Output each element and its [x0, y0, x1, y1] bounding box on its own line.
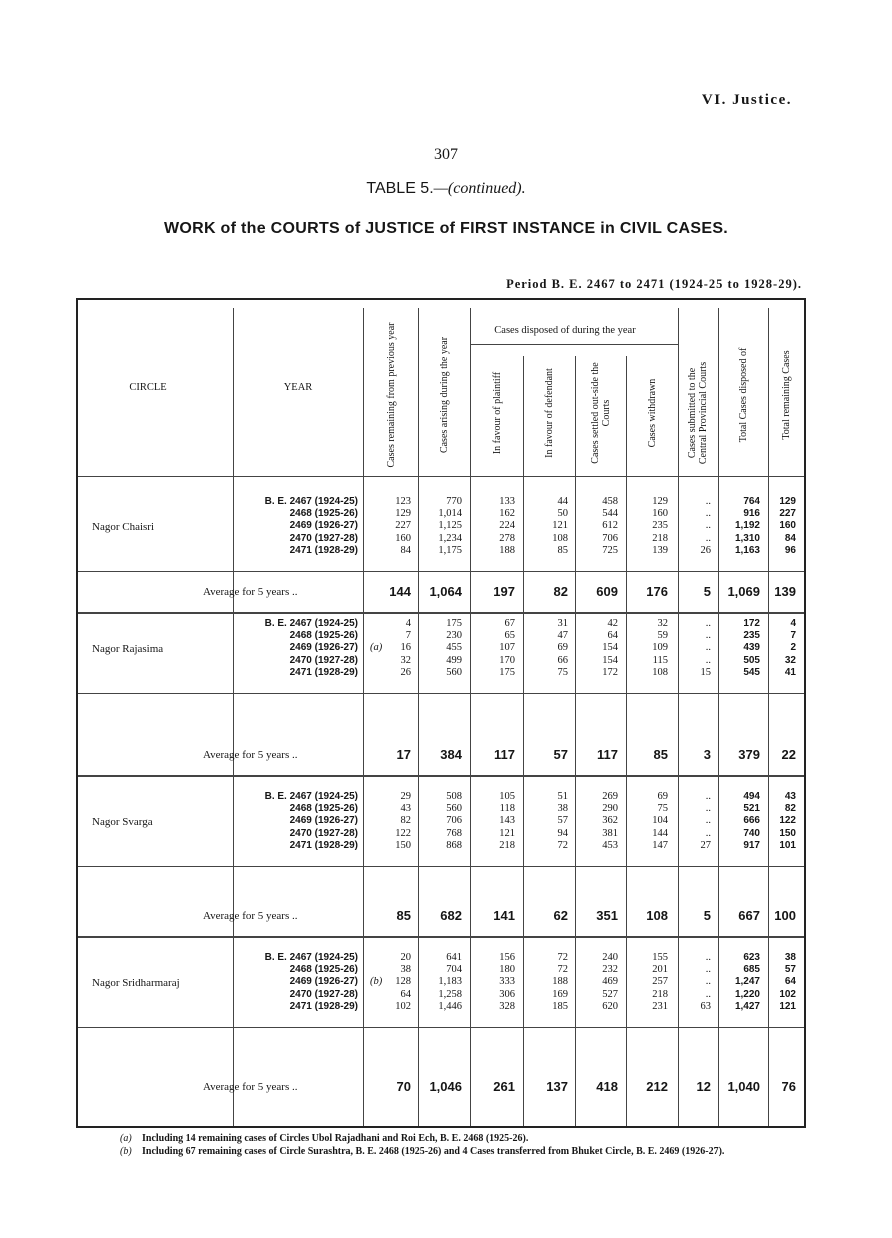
data-cell: 1,183: [438, 976, 462, 988]
data-cell: 75: [557, 666, 568, 678]
footnote-a-text: Including 14 remaining cases of Circles Ubol Rajadhani and Roi Ech, B. E. 2468 (1925-26).: [142, 1133, 529, 1144]
data-cell: 7: [405, 630, 411, 642]
average-cell: 17: [396, 747, 411, 762]
data-cell: 612: [602, 520, 618, 532]
data-cell: 224: [499, 520, 515, 532]
data-cell: 105: [499, 791, 515, 802]
data-cell: 32: [400, 654, 411, 666]
data-cell: 175: [446, 618, 462, 629]
data-cell: 1,163: [734, 544, 760, 556]
data-cell: 1,192: [734, 520, 760, 532]
data-cell: 641: [446, 952, 462, 963]
section-rule: [78, 775, 804, 777]
data-cell: ..: [705, 827, 711, 839]
data-cell: 66: [557, 654, 568, 666]
data-cell: 31: [557, 618, 568, 629]
data-cell: 129: [652, 496, 668, 507]
data-cell: 72: [557, 952, 568, 963]
year-label: B. E. 2467 (1924-25): [264, 791, 358, 802]
average-cell: 85: [396, 908, 411, 923]
data-cell: 129: [779, 496, 796, 507]
data-cell: 82: [784, 803, 796, 815]
data-cell: 232: [602, 964, 618, 976]
data-cell: 1,175: [438, 544, 462, 556]
data-cell: 453: [602, 839, 618, 851]
average-cell: 351: [596, 908, 618, 923]
data-cell: 706: [446, 815, 462, 827]
data-cell: 75: [657, 803, 668, 815]
data-cell: 64: [784, 976, 796, 988]
table-label: TABLE 5.: [366, 180, 434, 197]
data-cell: 107: [499, 642, 515, 654]
data-cell: 160: [395, 532, 411, 544]
data-cell: 156: [499, 952, 515, 963]
header-rule: [78, 476, 804, 477]
data-cell: 101: [779, 839, 796, 851]
footnote-b: [120, 1146, 800, 1158]
footnote-a-mark: (a): [120, 1133, 132, 1144]
data-cell: 41: [784, 666, 796, 678]
year-label: 2469 (1926-27): [289, 976, 358, 988]
average-cell: 82: [553, 584, 568, 599]
data-cell: ..: [705, 791, 711, 802]
average-cell: 70: [396, 1079, 411, 1094]
data-cell: ..: [705, 642, 711, 654]
data-cell: 154: [602, 642, 618, 654]
data-cell: 38: [784, 952, 796, 963]
year-label: 2468 (1925-26): [289, 508, 358, 520]
average-label: Average for 5 years ..: [203, 910, 298, 922]
data-cell: 725: [602, 544, 618, 556]
average-label: Average for 5 years ..: [203, 749, 298, 761]
data-cell: 69: [557, 642, 568, 654]
note-mark: (a): [370, 642, 383, 653]
data-cell: 26: [700, 544, 711, 556]
data-cell: 154: [602, 654, 618, 666]
data-cell: 1,258: [438, 988, 462, 1000]
data-cell: 666: [743, 815, 760, 827]
data-cell: 381: [602, 827, 618, 839]
col-total-remaining: Total remaining Cases: [780, 350, 792, 440]
average-cell: 682: [440, 908, 462, 923]
column-divider: [718, 308, 719, 1126]
data-cell: 108: [552, 532, 568, 544]
footnote-b-mark: (b): [120, 1146, 132, 1157]
data-cell: 44: [557, 496, 568, 507]
section-rule: [78, 936, 804, 938]
data-cell: 544: [602, 508, 618, 520]
year-label: 2468 (1925-26): [289, 964, 358, 976]
data-cell: 362: [602, 815, 618, 827]
data-cell: ..: [705, 803, 711, 815]
data-cell: 218: [652, 532, 668, 544]
data-cell: 620: [602, 1000, 618, 1012]
data-cell: 306: [499, 988, 515, 1000]
circle-name: Nagor Svarga: [92, 816, 153, 828]
data-cell: 59: [657, 630, 668, 642]
average-cell: 22: [781, 747, 796, 762]
data-cell: 439: [743, 642, 760, 654]
column-divider: [470, 308, 471, 1126]
data-cell: 32: [657, 618, 668, 629]
average-cell: 144: [389, 584, 411, 599]
table-suffix: —(continued).: [433, 180, 526, 197]
average-cell: 212: [646, 1079, 668, 1094]
data-cell: 84: [400, 544, 411, 556]
average-cell: 379: [738, 747, 760, 762]
data-cell: 868: [446, 839, 462, 851]
group-rule: [78, 866, 804, 867]
data-cell: 706: [602, 532, 618, 544]
data-cell: 47: [557, 630, 568, 642]
average-cell: 1,069: [727, 584, 760, 599]
average-cell: 117: [494, 747, 515, 762]
data-cell: 188: [552, 976, 568, 988]
data-cell: ..: [705, 508, 711, 520]
data-cell: 1,125: [438, 520, 462, 532]
average-cell: 62: [553, 908, 568, 923]
average-cell: 5: [703, 584, 711, 599]
average-cell: 418: [596, 1079, 618, 1094]
data-cell: 43: [784, 791, 796, 802]
data-cell: 560: [446, 803, 462, 815]
year-label: B. E. 2467 (1924-25): [264, 618, 358, 629]
data-cell: 1,014: [438, 508, 462, 520]
data-cell: 108: [652, 666, 668, 678]
data-cell: 102: [395, 1000, 411, 1012]
data-cell: 38: [557, 803, 568, 815]
year-label: 2469 (1926-27): [289, 520, 358, 532]
data-cell: 65: [504, 630, 515, 642]
data-cell: 29: [400, 791, 411, 802]
year-label: B. E. 2467 (1924-25): [264, 496, 358, 507]
col-submitted: Cases submitted to the Central Provincial Courts: [687, 361, 709, 465]
data-cell: ..: [705, 618, 711, 629]
data-cell: 1,234: [438, 532, 462, 544]
col-withdrawn: Cases withdrawn: [646, 378, 658, 448]
data-cell: 230: [446, 630, 462, 642]
data-cell: 458: [602, 496, 618, 507]
data-cell: 227: [779, 508, 796, 520]
col-remaining: Cases remaining from previous year: [385, 322, 396, 468]
data-cell: 560: [446, 666, 462, 678]
data-cell: 180: [499, 964, 515, 976]
data-cell: 102: [779, 988, 796, 1000]
data-cell: 764: [743, 496, 760, 507]
data-cell: 115: [652, 654, 668, 666]
data-cell: 72: [557, 839, 568, 851]
year-label: 2471 (1928-29): [289, 1000, 358, 1012]
data-cell: 469: [602, 976, 618, 988]
column-divider: [575, 356, 576, 1126]
data-cell: 172: [743, 618, 760, 629]
data-cell: 235: [743, 630, 760, 642]
data-cell: 133: [499, 496, 515, 507]
year-label: 2470 (1927-28): [289, 532, 358, 544]
data-cell: 43: [400, 803, 411, 815]
data-cell: 50: [557, 508, 568, 520]
data-cell: 121: [552, 520, 568, 532]
data-cell: 104: [652, 815, 668, 827]
col-arising: Cases arising during the year: [438, 336, 450, 454]
data-cell: 160: [652, 508, 668, 520]
data-cell: 63: [700, 1000, 711, 1012]
data-cell: 32: [784, 654, 796, 666]
average-cell: 384: [440, 747, 462, 762]
table-title: [0, 180, 892, 198]
data-cell: 94: [557, 827, 568, 839]
group-rule: [78, 571, 804, 572]
average-cell: 108: [646, 908, 668, 923]
column-divider: [768, 308, 769, 1126]
data-cell: 20: [400, 952, 411, 963]
average-cell: 1,040: [727, 1079, 760, 1094]
data-cell: 96: [784, 544, 796, 556]
data-cell: 128: [395, 976, 411, 988]
year-label: 2470 (1927-28): [289, 827, 358, 839]
average-cell: 76: [781, 1079, 796, 1094]
data-cell: 122: [395, 827, 411, 839]
data-cell: 64: [607, 630, 618, 642]
data-cell: 64: [400, 988, 411, 1000]
section-rule: [78, 612, 804, 614]
data-cell: 16: [400, 642, 411, 654]
data-cell: 82: [400, 815, 411, 827]
year-label: 2471 (1928-29): [289, 544, 358, 556]
data-cell: ..: [705, 496, 711, 507]
data-cell: 150: [779, 827, 796, 839]
data-cell: 1,427: [734, 1000, 760, 1012]
data-cell: ..: [705, 630, 711, 642]
note-mark: (b): [370, 976, 383, 987]
data-cell: 143: [499, 815, 515, 827]
data-cell: ..: [705, 964, 711, 976]
data-cell: ..: [705, 952, 711, 963]
data-cell: 162: [499, 508, 515, 520]
average-cell: 141: [493, 908, 515, 923]
data-cell: ..: [705, 520, 711, 532]
data-cell: 455: [446, 642, 462, 654]
data-cell: 57: [784, 964, 796, 976]
circle-name: Nagor Rajasima: [92, 643, 164, 655]
data-cell: 545: [743, 666, 760, 678]
data-cell: 1,446: [438, 1000, 462, 1012]
data-cell: ..: [705, 988, 711, 1000]
year-label: 2469 (1926-27): [289, 642, 358, 654]
average-cell: 667: [738, 908, 760, 923]
average-cell: 261: [493, 1079, 515, 1094]
data-cell: 118: [499, 803, 515, 815]
data-cell: 916: [743, 508, 760, 520]
data-cell: ..: [705, 976, 711, 988]
data-cell: 67: [504, 618, 515, 629]
data-cell: 150: [395, 839, 411, 851]
year-label: 2471 (1928-29): [289, 839, 358, 851]
data-cell: 768: [446, 827, 462, 839]
average-cell: 100: [774, 908, 796, 923]
data-cell: 85: [557, 544, 568, 556]
col-total-disposed: Total Cases disposed of: [737, 347, 749, 443]
data-cell: 278: [499, 532, 515, 544]
year-label: 2468 (1925-26): [289, 630, 358, 642]
average-cell: 1,046: [429, 1079, 462, 1094]
average-cell: 5: [703, 908, 711, 923]
data-cell: 269: [602, 791, 618, 802]
main-title: WORK of the COURTS of JUSTICE of FIRST INSTANCE in CIVIL CASES.: [163, 220, 729, 237]
data-cell: ..: [705, 815, 711, 827]
column-divider: [233, 308, 234, 1126]
data-cell: ..: [705, 532, 711, 544]
data-cell: 51: [557, 791, 568, 802]
column-divider: [363, 308, 364, 1126]
data-cell: 188: [499, 544, 515, 556]
data-cell: 1,247: [734, 976, 760, 988]
col-circle: CIRCLE: [129, 382, 167, 393]
data-cell: 770: [446, 496, 462, 507]
col-defendant: In favour of defendant: [543, 368, 555, 458]
data-cell: 257: [652, 976, 668, 988]
average-label: Average for 5 years ..: [203, 586, 298, 598]
data-cell: 109: [652, 642, 668, 654]
col-disposed-group: Cases disposed of during the year: [494, 325, 636, 336]
average-cell: 3: [703, 747, 711, 762]
year-label: 2471 (1928-29): [289, 666, 358, 678]
data-cell: 508: [446, 791, 462, 802]
data-cell: 27: [700, 839, 711, 851]
group-rule: [78, 693, 804, 694]
data-cell: 623: [743, 952, 760, 963]
data-cell: 328: [499, 1000, 515, 1012]
data-cell: 499: [446, 654, 462, 666]
year-label: 2470 (1927-28): [289, 988, 358, 1000]
col-year: YEAR: [283, 382, 313, 393]
average-cell: 57: [553, 747, 568, 762]
data-cell: 917: [743, 839, 760, 851]
data-cell: 123: [395, 496, 411, 507]
data-cell: 494: [743, 791, 760, 802]
year-label: 2470 (1927-28): [289, 654, 358, 666]
page-number: 307: [434, 146, 458, 163]
data-cell: 144: [652, 827, 668, 839]
data-cell: 4: [405, 618, 411, 629]
year-label: 2469 (1926-27): [289, 815, 358, 827]
data-cell: 333: [499, 976, 515, 988]
average-label: Average for 5 years ..: [203, 1081, 298, 1093]
data-cell: 235: [652, 520, 668, 532]
data-cell: 2: [790, 642, 796, 654]
data-cell: 704: [446, 964, 462, 976]
column-divider: [418, 308, 419, 1126]
data-cell: ..: [705, 654, 711, 666]
data-cell: 170: [499, 654, 515, 666]
data-cell: 69: [657, 791, 668, 802]
data-cell: 231: [652, 1000, 668, 1012]
data-cell: 521: [743, 803, 760, 815]
section-header: VI. Justice.: [701, 92, 792, 108]
average-cell: 609: [596, 584, 618, 599]
data-cell: 290: [602, 803, 618, 815]
data-cell: 1,310: [734, 532, 760, 544]
average-cell: 117: [597, 747, 618, 762]
column-divider: [523, 356, 524, 1126]
data-cell: 527: [602, 988, 618, 1000]
data-cell: 122: [779, 815, 796, 827]
data-cell: 172: [602, 666, 618, 678]
circle-name: Nagor Chaisri: [92, 521, 155, 533]
data-cell: 15: [700, 666, 711, 678]
average-cell: 1,064: [429, 584, 462, 599]
data-cell: 42: [607, 618, 618, 629]
data-cell: 169: [552, 988, 568, 1000]
data-cell: 218: [652, 988, 668, 1000]
data-cell: 84: [784, 532, 796, 544]
data-table: [76, 298, 806, 1128]
footnote-b-text: Including 67 remaining cases of Circle Surashtra, B. E. 2468 (1925-26) and 4 Cases transferred from Bhuket Circle, B. E. 2469 (1926-27).: [142, 1146, 725, 1157]
data-cell: 201: [652, 964, 668, 976]
average-cell: 85: [653, 747, 668, 762]
data-cell: 740: [743, 827, 760, 839]
data-cell: 121: [499, 827, 515, 839]
data-cell: 147: [652, 839, 668, 851]
group-rule: [78, 1027, 804, 1028]
data-cell: 26: [400, 666, 411, 678]
data-cell: 7: [790, 630, 796, 642]
col-plaintiff: In favour of plaintiff: [491, 371, 502, 455]
data-cell: 685: [743, 964, 760, 976]
data-cell: 72: [557, 964, 568, 976]
period-label: Period B. E. 2467 to 2471 (1924-25 to 1928-29).: [506, 277, 802, 291]
data-cell: 139: [652, 544, 668, 556]
data-cell: 240: [602, 952, 618, 963]
data-cell: 4: [790, 618, 796, 629]
data-cell: 129: [395, 508, 411, 520]
average-cell: 139: [774, 584, 796, 599]
col-settled: Cases settled out-side the Courts: [589, 362, 612, 464]
circle-name: Nagor Sridharmaraj: [92, 977, 180, 989]
average-cell: 137: [546, 1079, 568, 1094]
data-cell: 505: [743, 654, 760, 666]
footnote-a: [120, 1133, 528, 1145]
average-cell: 12: [696, 1079, 711, 1094]
data-cell: 155: [652, 952, 668, 963]
average-cell: 197: [493, 584, 515, 599]
column-divider: [678, 308, 679, 1126]
data-cell: 160: [779, 520, 796, 532]
group-header-rule: [470, 344, 678, 345]
data-cell: 218: [499, 839, 515, 851]
data-cell: 185: [552, 1000, 568, 1012]
data-cell: 38: [400, 964, 411, 976]
data-cell: 121: [779, 1000, 796, 1012]
year-label: B. E. 2467 (1924-25): [264, 952, 358, 963]
year-label: 2468 (1925-26): [289, 803, 358, 815]
data-cell: 175: [499, 666, 515, 678]
average-cell: 176: [646, 584, 668, 599]
data-cell: 1,220: [734, 988, 760, 1000]
column-divider: [626, 356, 627, 1126]
data-cell: 57: [557, 815, 568, 827]
data-cell: 227: [395, 520, 411, 532]
